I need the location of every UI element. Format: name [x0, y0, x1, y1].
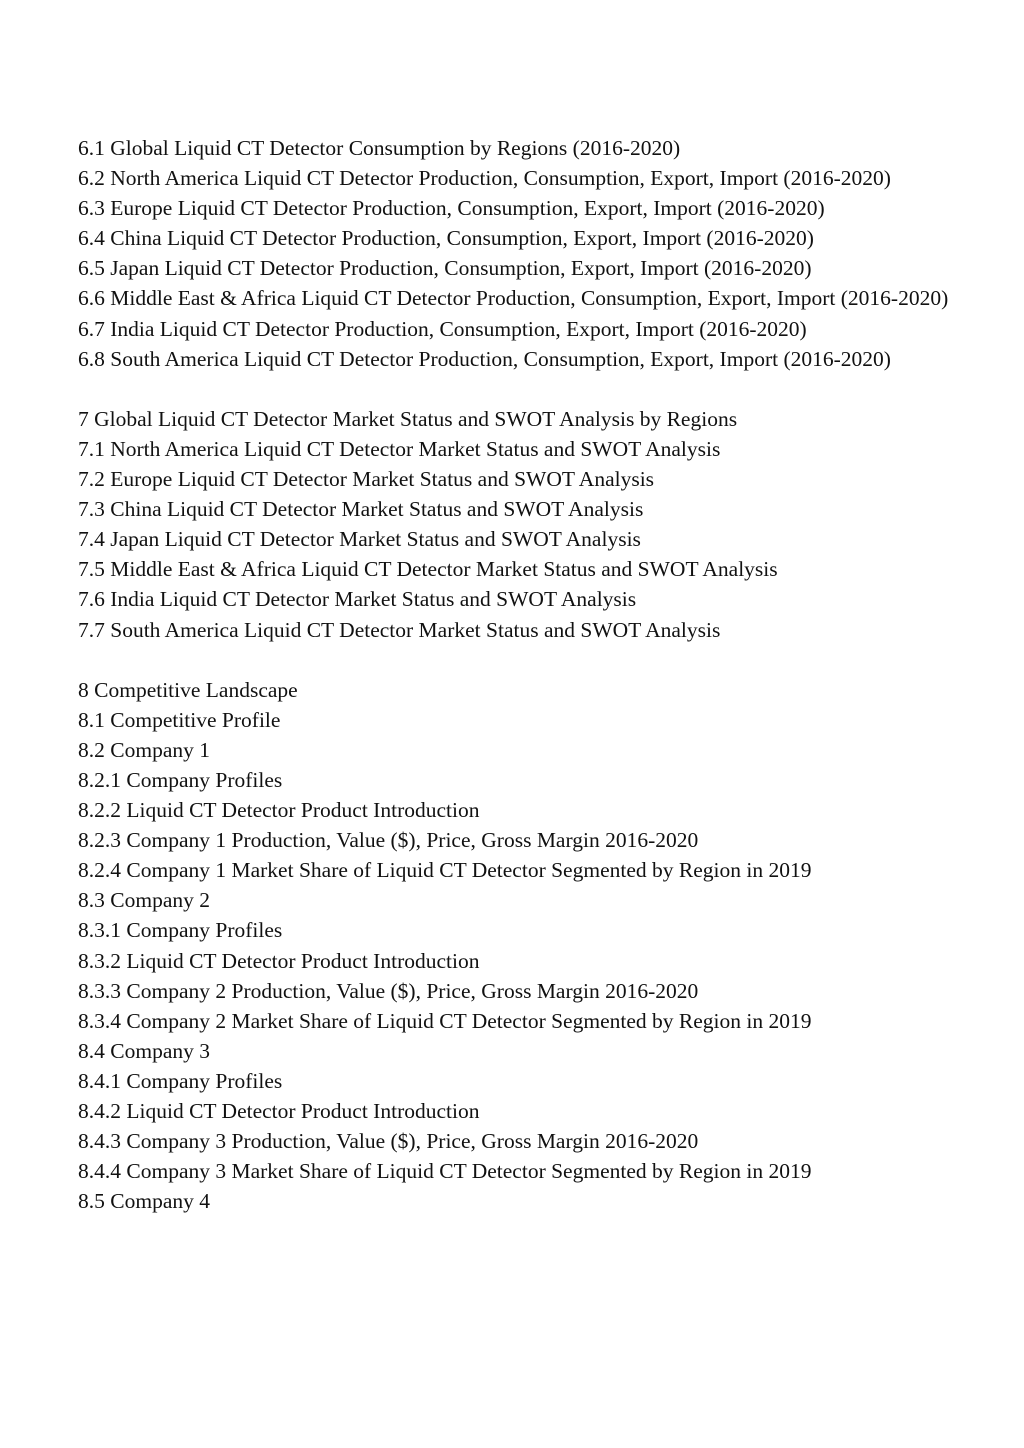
- toc-entry: 8.3 Company 2: [78, 888, 210, 913]
- toc-entry: 6.6 Middle East & Africa Liquid CT Detector Production, Consumption, Export, Import (2016-2020): [78, 286, 949, 311]
- document-page: [78, 133, 958, 1216]
- toc-entry: 7.3 China Liquid CT Detector Market Status and SWOT Analysis: [78, 497, 644, 522]
- toc-entry: 8.4 Company 3: [78, 1038, 210, 1063]
- toc-entry: 7 Global Liquid CT Detector Market Status and SWOT Analysis by Regions: [78, 406, 738, 431]
- toc-entry: 8.3.4 Company 2 Market Share of Liquid CT Detector Segmented by Region in 2019: [78, 1008, 812, 1033]
- toc-entry: 8.2 Company 1: [78, 737, 210, 762]
- toc-entry: 7.7 South America Liquid CT Detector Market Status and SWOT Analysis: [78, 617, 721, 642]
- toc-entry: 7.4 Japan Liquid CT Detector Market Status and SWOT Analysis: [78, 527, 641, 552]
- toc-entry: 8.1 Competitive Profile: [78, 707, 281, 732]
- toc-entry: 8.4.1 Company Profiles: [78, 1068, 283, 1093]
- toc-section-8: [78, 675, 958, 1217]
- toc-entry: 8.4.4 Company 3 Market Share of Liquid CT Detector Segmented by Region in 2019: [78, 1159, 812, 1184]
- toc-entry: 7.2 Europe Liquid CT Detector Market Status and SWOT Analysis: [78, 467, 655, 492]
- toc-section-6: [78, 133, 958, 374]
- toc-section-7: [78, 404, 958, 645]
- toc-entry: 6.1 Global Liquid CT Detector Consumption by Regions (2016-2020): [78, 136, 681, 160]
- toc-entry: 8.2.2 Liquid CT Detector Product Introduction: [78, 798, 480, 823]
- toc-entry: 8.2.3 Company 1 Production, Value ($), Price, Gross Margin 2016-2020: [78, 828, 699, 853]
- toc-entry: 8.3.2 Liquid CT Detector Product Introduction: [78, 948, 480, 973]
- toc-entry: 6.5 Japan Liquid CT Detector Production, Consumption, Export, Import (2016-2020): [78, 256, 812, 281]
- toc-entry: 8.4.3 Company 3 Production, Value ($), Price, Gross Margin 2016-2020: [78, 1129, 699, 1154]
- toc-entry: 6.4 China Liquid CT Detector Production, Consumption, Export, Import (2016-2020): [78, 226, 814, 251]
- toc-entry: 7.5 Middle East & Africa Liquid CT Detector Market Status and SWOT Analysis: [78, 557, 778, 582]
- toc-entry: 7.1 North America Liquid CT Detector Market Status and SWOT Analysis: [78, 436, 721, 461]
- toc-entry: 8.4.2 Liquid CT Detector Product Introduction: [78, 1099, 480, 1123]
- toc-entry: 6.2 North America Liquid CT Detector Production, Consumption, Export, Import (2016-2020): [78, 166, 891, 191]
- toc-entry: 8.2.1 Company Profiles: [78, 767, 283, 792]
- toc-entry: 8 Competitive Landscape: [78, 677, 298, 702]
- toc-entry: 6.8 South America Liquid CT Detector Production, Consumption, Export, Import (2016-2020): [78, 346, 891, 371]
- toc-entry: 7.6 India Liquid CT Detector Market Status and SWOT Analysis: [78, 587, 637, 612]
- toc-entry: 6.7 India Liquid CT Detector Production, Consumption, Export, Import (2016-2020): [78, 316, 807, 341]
- toc-entry: 8.5 Company 4: [78, 1189, 210, 1214]
- toc-entry: 8.3.3 Company 2 Production, Value ($), Price, Gross Margin 2016-2020: [78, 978, 699, 1003]
- toc-entry: 8.3.1 Company Profiles: [78, 918, 283, 943]
- toc-entry: 8.2.4 Company 1 Market Share of Liquid CT Detector Segmented by Region in 2019: [78, 858, 812, 883]
- toc-entry: 6.3 Europe Liquid CT Detector Production, Consumption, Export, Import (2016-2020): [78, 196, 825, 221]
